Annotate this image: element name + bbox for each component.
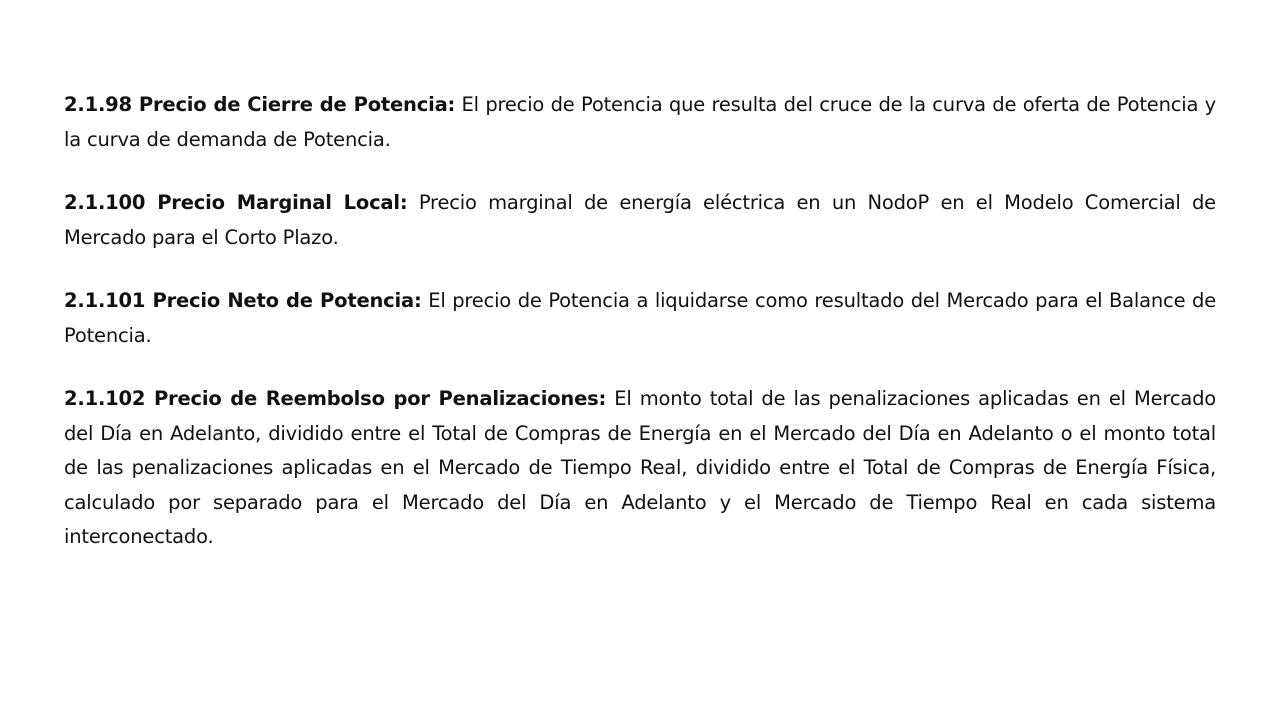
definition-text: El precio de Potencia a liquidarse como resultado del Mercado para el Balance de Potencia. [64,289,1216,347]
definition-term: 2.1.102 Precio de Reembolso por Penalizaciones: [64,387,607,410]
definition-term: 2.1.101 Precio Neto de Potencia: [64,289,422,312]
definition-text: El monto total de las penalizaciones aplicadas en el Mercado del Día en Adelanto, dividido entre el Total de Compras de Energía en el Mercado del Día en Adelanto o el monto total de las penalizaciones aplicadas en el Mercado de Tiempo Real, dividido entre el Total de Compras de Energía Física, calculado por separado para el Mercado del Día en Adelanto y el Mercado de Tiempo Real en cada sistema interconectado. [64,387,1216,548]
definition-precio-cierre-potencia [64,88,1216,157]
definition-text: Precio marginal de energía eléctrica en un NodoP en el Modelo Comercial de Mercado para el Corto Plazo. [64,191,1216,249]
definition-precio-reembolso-penalizaciones [64,382,1216,555]
definition-text: El precio de Potencia que resulta del cruce de la curva de oferta de Potencia y la curva de demanda de Potencia. [64,93,1216,151]
definition-precio-marginal-local [64,186,1216,255]
slide-body [64,88,1216,584]
definition-precio-neto-potencia [64,284,1216,353]
definition-term: 2.1.100 Precio Marginal Local: [64,191,408,214]
definition-term: 2.1.98 Precio de Cierre de Potencia: [64,93,456,116]
